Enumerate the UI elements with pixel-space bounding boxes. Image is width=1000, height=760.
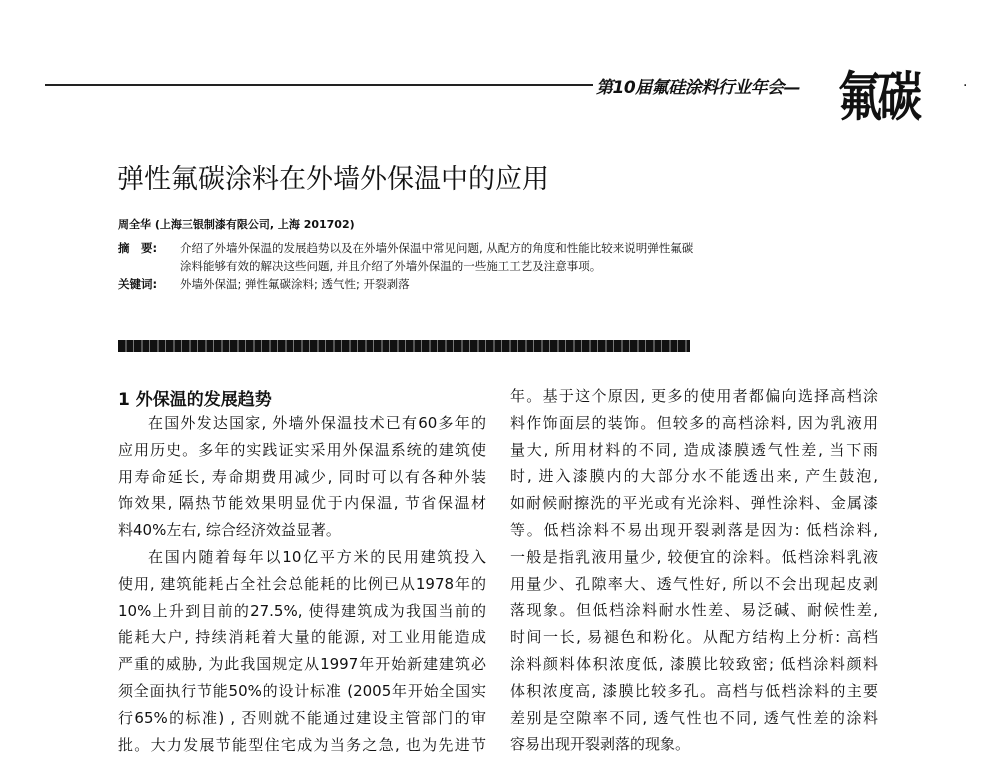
keywords-text: 外墙外保温; 弹性氟碳涂料; 透气性; 开裂剥落 [180, 277, 410, 291]
text-line: 容易出现开裂剥落的现象。 [510, 735, 691, 754]
text-line: 在国内随着每年以10亿平方米的民用建筑投入 [148, 547, 486, 566]
abstract-line: 涂料能够有效的解决这些问题, 并且介绍了外墙外保温的一些施工工艺及注意事项。 [180, 259, 602, 273]
text-line: 年。基于这个原因, 更多的使用者都偏向选择高档涂 [510, 387, 878, 405]
text-line: 时间一长, 易褪色和粉化。从配方结构上分析: 高档 [510, 628, 878, 647]
keywords-label: 关键词: [118, 277, 158, 291]
abstract-label: 摘 要: [118, 241, 158, 255]
text-line: 差别是空隙率不同, 透气性也不同, 透气性差的涂料 [510, 708, 878, 727]
text-line: 料作饰面层的装饰。但较多的高档涂料, 因为乳液用 [510, 413, 878, 432]
abstract-line: 介绍了外墙外保温的发展趋势以及在外墙外保温中常见问题, 从配方的角度和性能比较来说明弹性氟碳 [180, 241, 694, 255]
text-line: 用量少、孔隙率大、透气性好, 所以不会出现起皮剥 [510, 574, 878, 593]
section-heading: 1 外保温的发展趋势 [118, 390, 272, 410]
conference-header: 第10届氟硅涂料行业年会— [596, 78, 801, 98]
text-line: 能耗大户, 持续消耗着大量的能源, 对工业用能造成 [118, 628, 486, 647]
text-line: 用寿命延长, 寿命期费用减少, 同时可以有各种外装 [118, 467, 486, 486]
keywords [118, 276, 410, 292]
author-affiliation: 周全华 (上海三银制漆有限公司, 上海 201702) [118, 218, 355, 231]
text-line: 须全面执行节能50%的设计标准 (2005年开始全国实 [118, 681, 486, 700]
header-rule [45, 84, 593, 86]
text-line: 应用历史。多年的实践证实采用外保温系统的建筑使 [118, 440, 486, 459]
header-dot: · [963, 78, 968, 94]
separator-bar [118, 340, 690, 352]
text-line: 使用, 建筑能耗占全社会总能耗的比例已从1978年的 [118, 574, 486, 593]
text-line: 时, 进入漆膜内的大部分水不能透出来, 产生鼓泡, [510, 467, 878, 486]
text-line: 饰效果, 隔热节能效果明显优于内保温, 节省保温材 [118, 494, 486, 513]
text-line: 量大, 所用材料的不同, 造成漆膜透气性差, 当下雨 [510, 440, 878, 459]
text-line: 等。低档涂料不易出现开裂剥落是因为: 低档涂料, [510, 520, 878, 539]
fluorocarbon-logo: 氟碳 [838, 66, 918, 128]
text-line: 体积浓度高, 漆膜比较多孔。高档与低档涂料的主要 [510, 681, 878, 700]
text-line: 一般是指乳液用量少, 较便宜的涂料。低档涂料乳液 [510, 547, 878, 566]
text-line: 料40%左右, 综合经济效益显著。 [118, 521, 341, 540]
text-line: 如耐候耐擦洗的平光或有光涂料、弹性涂料、金属漆 [510, 494, 878, 513]
left-column [118, 410, 486, 758]
text-line: 严重的威胁, 为此我国规定从1997年开始新建建筑必 [118, 655, 486, 674]
text-line: 落现象。但低档涂料耐水性差、易泛碱、耐候性差, [510, 601, 878, 620]
text-line: 行65%的标准) , 否则就不能通过建设主管部门的审 [118, 708, 486, 727]
text-line: 10%上升到目前的27.5%, 使得建筑成为我国当前的 [118, 601, 486, 620]
text-line: 在国外发达国家, 外墙外保温技术已有60多年的 [148, 414, 486, 432]
text-line: 批。大力发展节能型住宅成为当务之急, 也为先进节 [118, 735, 486, 754]
abstract [118, 240, 693, 256]
paper-title: 弹性氟碳涂料在外墙外保温中的应用 [117, 164, 549, 195]
right-column [510, 383, 878, 758]
text-line: 涂料颜料体积浓度低, 漆膜比较致密; 低档涂料颜料 [510, 654, 878, 673]
